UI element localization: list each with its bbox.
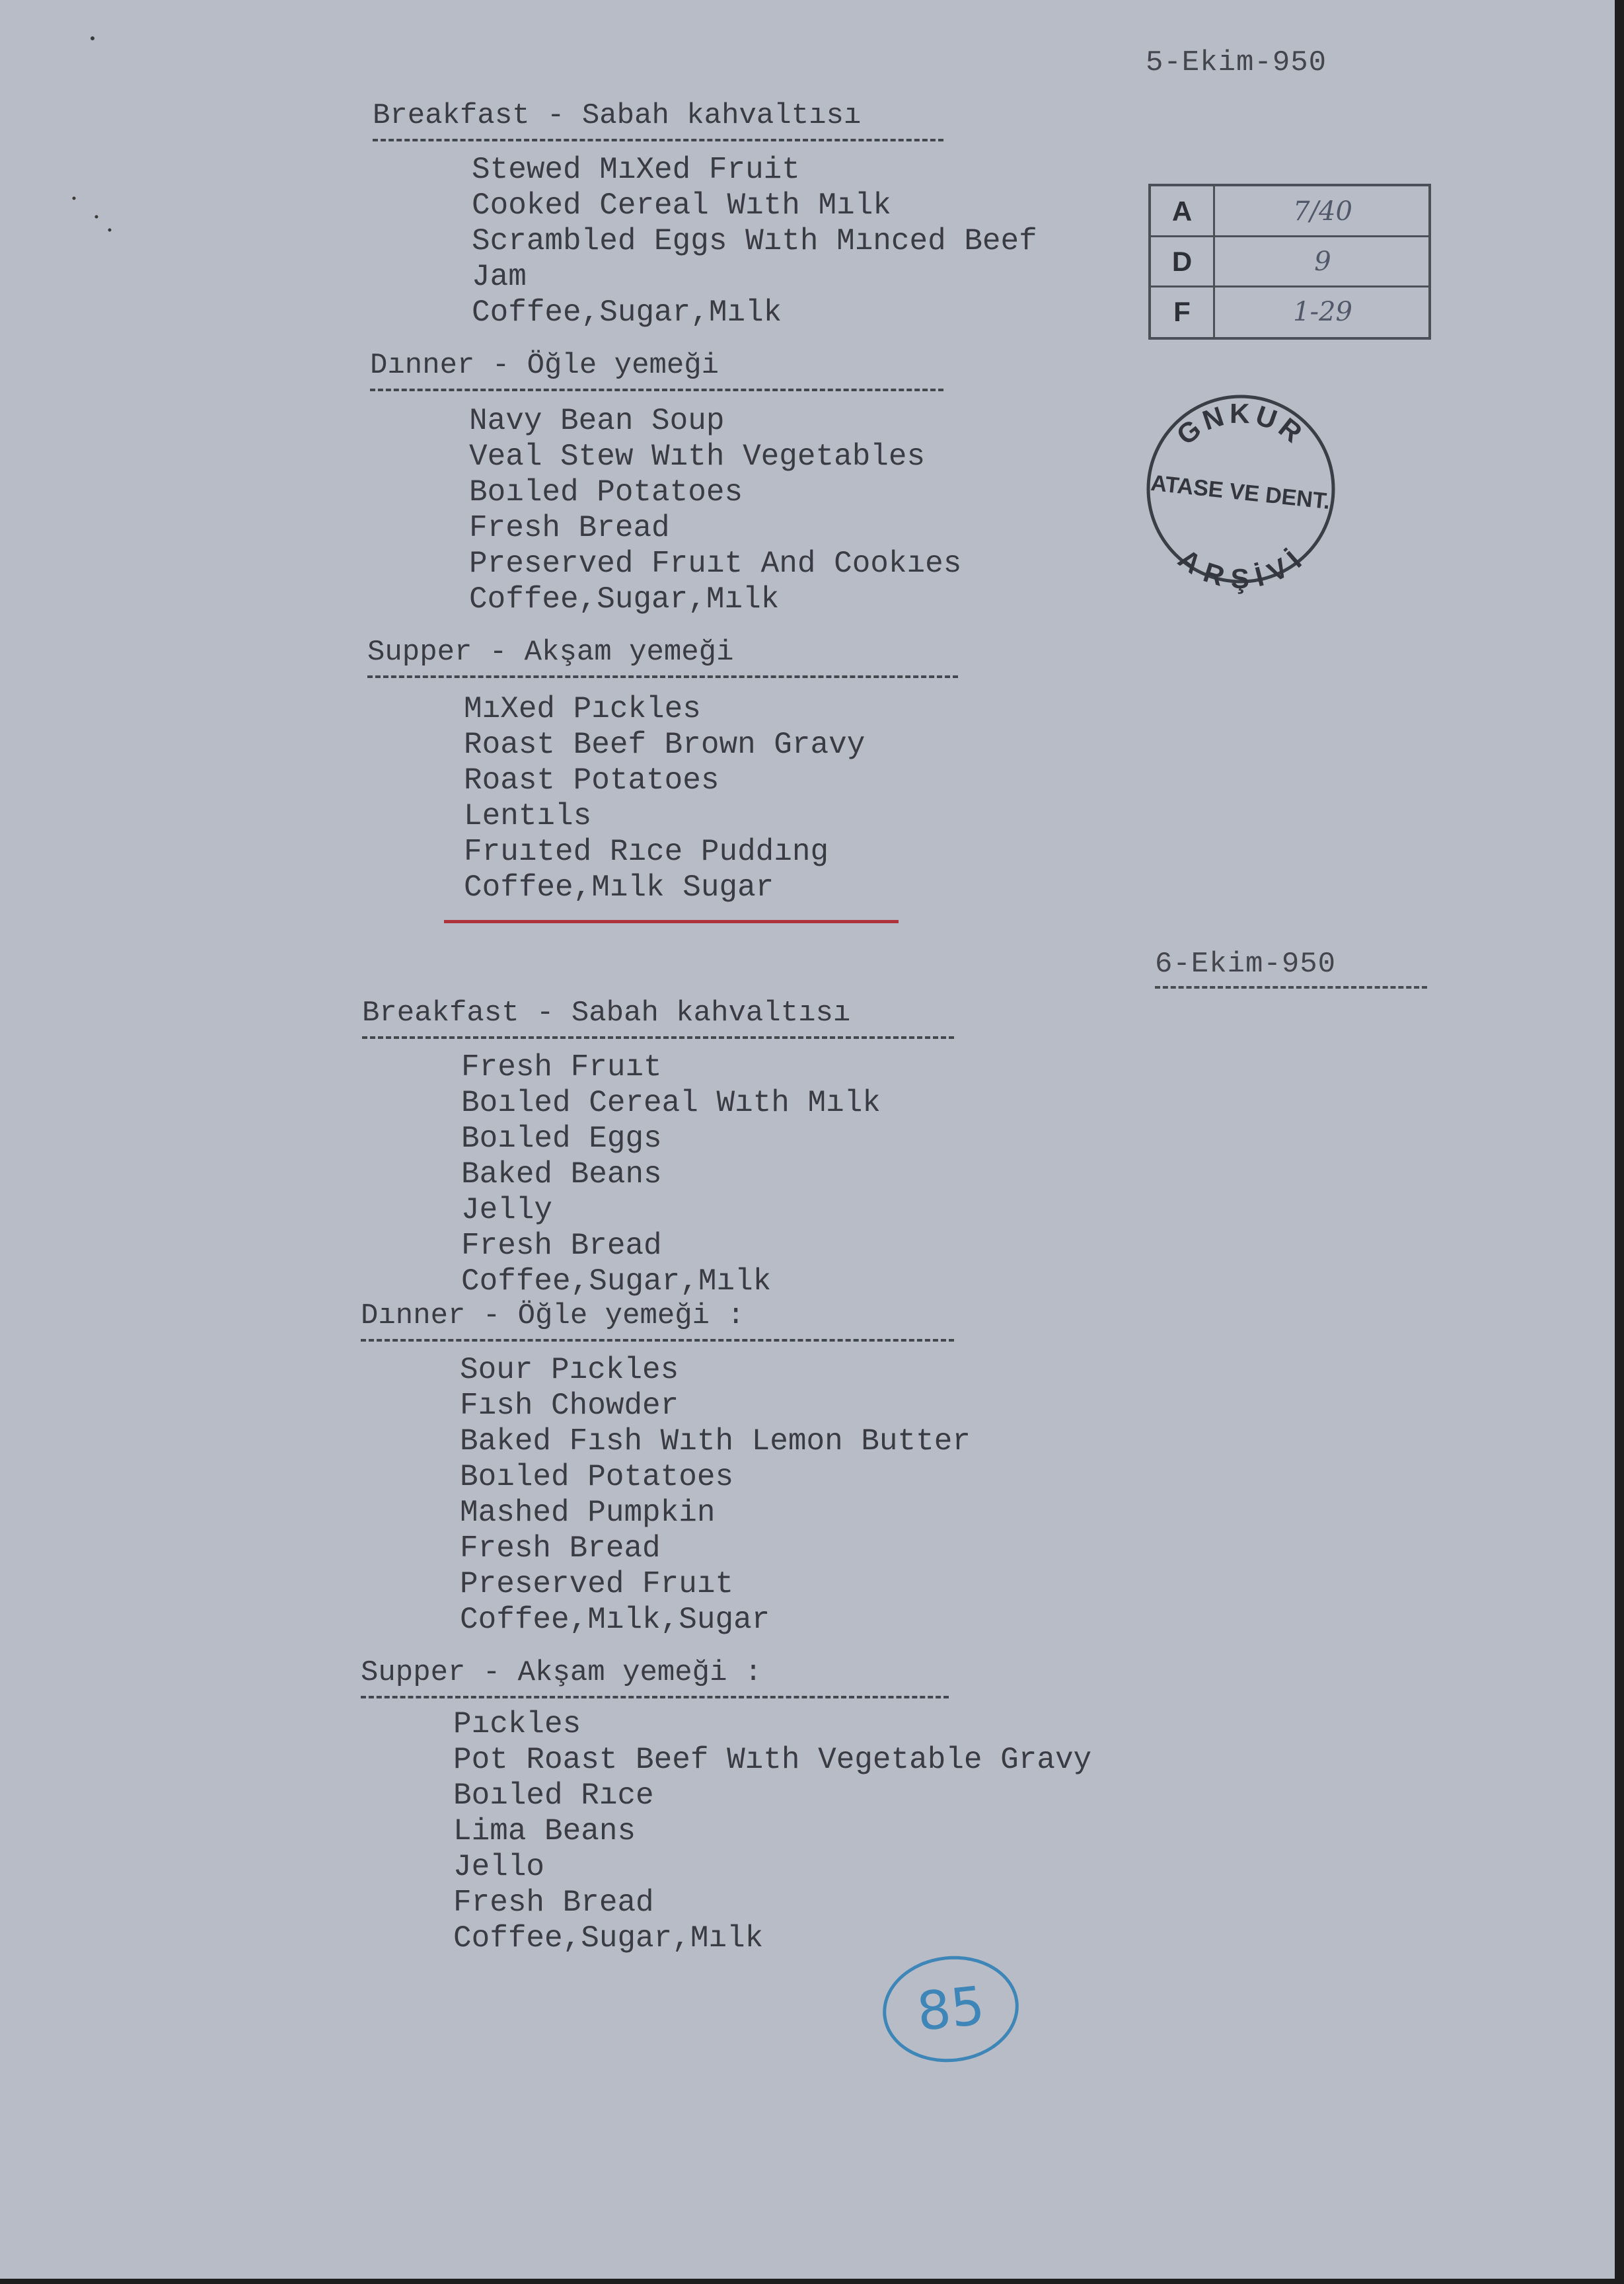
meal-heading-supper-day-1: Supper - Akşam yemeği [367,636,958,678]
seal-bottom-text: ARŞİVİ [1172,542,1310,595]
date-day-1: 5-Ekim-950 [1146,46,1327,79]
archive-reference-stamp [1148,184,1431,340]
menu-item: Roast Potatoes [464,763,720,798]
meal-heading-supper-day-2: Supper - Akşam yemeği : [361,1656,949,1698]
menu-item: Mashed Pumpkin [460,1496,716,1530]
archive-row-d [1151,237,1428,287]
archive-label: A [1171,196,1193,227]
archive-row-a [1151,186,1428,237]
menu-item: MıXed Pıckles [464,692,701,726]
menu-item: Stewed MıXed Fruit [472,153,800,187]
menu-item: Fresh Bread [469,511,670,545]
svg-text:ARŞİVİ [1173,543,1310,594]
archive-row-f [1151,287,1428,337]
menu-item: Pot Roast Beef Wıth Vegetable Gravy [453,1743,1092,1777]
seal-middle-text: ATASE VE DENT. [1149,470,1332,515]
meal-heading-breakfast-day-2: Breakfast - Sabah kahvaltısı [362,997,954,1039]
menu-item: Fruıted Rıce Puddıng [464,835,829,869]
menu-item: Cooked Cereal Wıth Mılk [472,188,891,223]
archive-value: 9 [1314,247,1331,277]
menu-item: Roast Beef Brown Gravy [464,728,866,762]
red-separator-line [444,920,899,923]
scan-edge-right [1615,0,1624,2284]
menu-item: Boıled Rıce [453,1778,654,1813]
meal-items-supper-day-1 [464,691,865,905]
meal-items-supper-day-2 [453,1706,1091,1956]
menu-item: Coffee,Sugar,Mılk [461,1264,772,1299]
meal-items-breakfast-day-1 [472,152,1037,330]
seal-top-text: GNKUR [1170,397,1311,451]
meal-heading-breakfast-day-1: Breakfast - Sabah kahvaltısı [373,99,943,141]
menu-item: Fresh Bread [460,1531,661,1566]
menu-item: Veal Stew Wıth Vegetables [469,439,926,474]
menu-item: Lentıls [464,799,592,833]
menu-item: Boıled Cereal Wıth Mılk [461,1086,881,1120]
meal-items-breakfast-day-2 [461,1049,881,1299]
menu-item: Jello [453,1850,545,1884]
date-day-2: 6-Ekim-950 [1155,948,1427,989]
svg-text:GNKUR [1171,398,1311,451]
menu-item: Jam [472,260,527,294]
menu-item: Navy Bean Soup [469,404,725,438]
page-number: 85 [877,1950,1024,2069]
menu-item: Fresh Bread [453,1885,654,1920]
menu-item: Baked Beans [461,1157,662,1192]
menu-item: Preserved Fruıt [460,1567,734,1601]
menu-item: Jelly [461,1193,553,1227]
menu-item: Lima Beans [453,1814,636,1848]
meal-heading-dinner-day-2: Dınner - Öğle yemeği : [361,1299,954,1342]
menu-item: Fresh Bread [461,1229,662,1263]
meal-heading-dinner-day-1: Dınner - Öğle yemeği [370,349,943,391]
menu-item: Boıled Potatoes [460,1460,734,1494]
archive-value: 1-29 [1293,297,1352,327]
scan-edge-bottom [0,2279,1624,2284]
archive-value: 7/40 [1293,196,1352,227]
menu-item: Pıckles [453,1707,581,1741]
menu-item: Baked Fısh Wıth Lemon Butter [460,1424,971,1459]
menu-item: Coffee,Mılk Sugar [464,870,774,905]
menu-item: Boıled Potatoes [469,475,743,510]
menu-item: Coffee,Sugar,Mılk [453,1921,764,1956]
menu-item: Fısh Chowder [460,1389,679,1423]
archive-label: D [1171,246,1193,277]
menu-item: Boıled Eggs [461,1122,662,1156]
menu-item: Fresh Fruıt [461,1050,662,1085]
menu-item: Coffee,Sugar,Mılk [469,582,780,617]
menu-item: Sour Pıckles [460,1353,679,1387]
paper-specks [0,0,198,264]
menu-item: Coffee,Mılk,Sugar [460,1603,770,1637]
archive-label: F [1173,296,1191,327]
menu-item: Coffee,Sugar,Mılk [472,295,782,330]
menu-item: Preserved Fruıt And Cookıes [469,547,962,581]
archive-seal-stamp [1135,383,1347,595]
menu-item: Scrambled Eggs Wıth Mınced Beef [472,224,1037,258]
meal-items-dinner-day-1 [469,403,961,617]
meal-items-dinner-day-2 [460,1352,971,1638]
